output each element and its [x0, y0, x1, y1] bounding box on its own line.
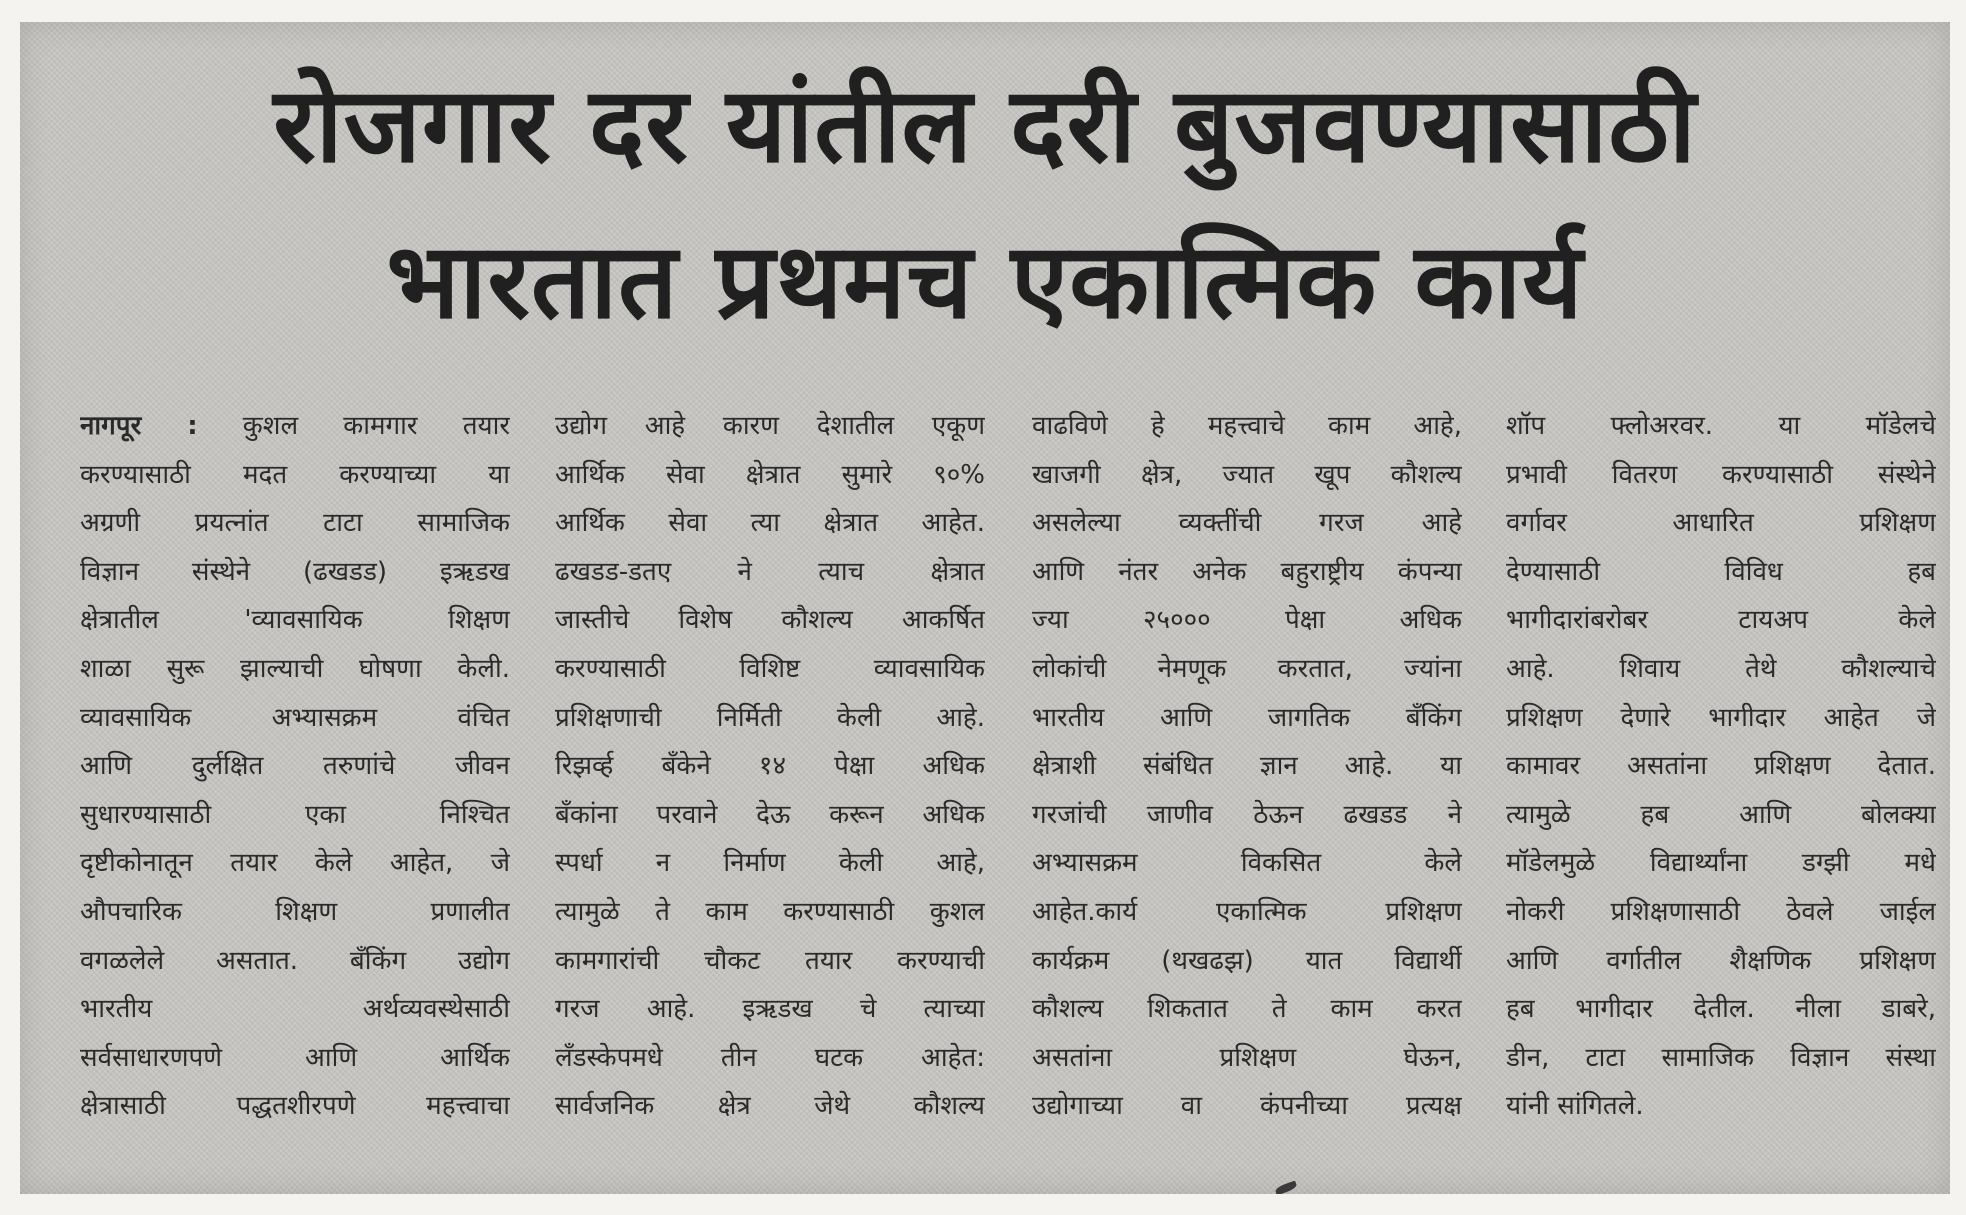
- article-line: क्षेत्रातील 'व्यावसायिक शिक्षण: [80, 605, 510, 636]
- article-line: गरज आहे. इऋडख चे त्याच्या: [555, 994, 985, 1025]
- article-line: त्यामुळे ते काम करण्यासाठी कुशल: [555, 896, 985, 927]
- article-line: करण्यासाठी विशिष्ट व्यावसायिक: [555, 653, 985, 684]
- article-line: कार्यक्रम (थखढझ) यात विद्यार्थी: [1032, 945, 1462, 976]
- headline-line-2: भारतात प्रथमच एकात्मिक कार्य: [386, 220, 1584, 342]
- article-line: भागीदारांबरोबर टायअप केले: [1506, 605, 1936, 636]
- article-line: वर्गावर आधारित प्रशिक्षण: [1506, 508, 1936, 539]
- article-line: वगळलेले असतात. बँकिंग उद्योग: [80, 945, 510, 976]
- article-line: आहेत.कार्य एकात्मिक प्रशिक्षण: [1032, 896, 1462, 927]
- article-line: भारतीय अर्थव्यवस्थेसाठी: [80, 994, 510, 1025]
- article-line: दृष्टीकोनातून तयार केले आहेत, जे: [80, 848, 510, 879]
- article-line: प्रभावी वितरण करण्यासाठी संस्थेने: [1506, 459, 1936, 490]
- article-line: [80, 402, 510, 451]
- article-line: आर्थिक सेवा क्षेत्रात सुमारे ९०%: [555, 459, 985, 490]
- article-line: उद्योगाच्या वा कंपनीच्या प्रत्यक्ष: [1032, 1091, 1462, 1122]
- article-line: स्पर्धा न निर्माण केली आहे,: [555, 848, 985, 879]
- article-line: नोकरी प्रशिक्षणासाठी ठेवले जाईल: [1506, 896, 1936, 927]
- article-line: आणि वर्गातील शैक्षणिक प्रशिक्षण: [1506, 945, 1936, 976]
- article-line: देण्यासाठी विविध हब: [1506, 556, 1936, 587]
- article-line: वाढविणे हे महत्त्वाचे काम आहे,: [1032, 411, 1462, 441]
- article-line: विज्ञान संस्थेने (ढखडड) इऋडख: [80, 556, 510, 587]
- article-line: असलेल्या व्यक्तींची गरज आहे: [1032, 508, 1462, 539]
- article-line: यांनी सांगितले.: [1506, 1091, 1644, 1122]
- article-line: सार्वजनिक क्षेत्र जेथे कौशल्य: [555, 1091, 985, 1122]
- newspaper-clipping: [20, 22, 1950, 1194]
- article-line: डीन, टाटा सामाजिक विज्ञान संस्था: [1506, 1042, 1936, 1073]
- article-line: भारतीय आणि जागतिक बँकिंग: [1032, 702, 1462, 733]
- article-line: अभ्यासक्रम विकसित केले: [1032, 848, 1462, 879]
- article-line: गरजांची जाणीव ठेऊन ढखडड ने: [1032, 799, 1462, 830]
- article-line: आणि दुर्लक्षित तरुणांचे जीवन: [80, 751, 510, 782]
- article-line: बँकांना परवाने देऊ करून अधिक: [555, 799, 985, 830]
- article-line: लोकांची नेमणूक करतात, ज्यांना: [1032, 653, 1462, 684]
- article-line: क्षेत्रासाठी पद्धतशीरपणे महत्त्वाचा: [80, 1091, 510, 1122]
- dateline: नागपूर :: [80, 411, 198, 441]
- article-line: कामगारांची चौकट तयार करण्याची: [555, 945, 985, 976]
- article-line: शाळा सुरू झाल्याची घोषणा केली.: [80, 653, 510, 684]
- article-line: शॉप फ्लोअरवर. या मॉडेलचे: [1506, 411, 1936, 441]
- article-line: आहे. शिवाय तेथे कौशल्याचे: [1506, 653, 1936, 684]
- article-line: सर्वसाधारणपणे आणि आर्थिक: [80, 1042, 510, 1073]
- article-line: प्रशिक्षण देणारे भागीदार आहेत जे: [1506, 702, 1936, 733]
- article-line: असतांना प्रशिक्षण घेऊन,: [1032, 1042, 1462, 1073]
- article-line: खाजगी क्षेत्र, ज्यात खूप कौशल्य: [1032, 459, 1462, 490]
- article-line: कामावर असतांना प्रशिक्षण देतात.: [1506, 751, 1936, 782]
- article-column-3: [1032, 402, 1462, 1172]
- article-line: ज्या २५००० पेक्षा अधिक: [1032, 605, 1462, 636]
- article-line: औपचारिक शिक्षण प्रणालीत: [80, 896, 510, 927]
- article-line: त्यामुळे हब आणि बोलक्या: [1506, 799, 1936, 830]
- article-line: प्रशिक्षणाची निर्मिती केली आहे.: [555, 702, 985, 733]
- article-line: हब भागीदार देतील. नीला डाबरे,: [1506, 994, 1936, 1025]
- article-body: [50, 402, 1936, 1172]
- article-line: उद्योग आहे कारण देशातील एकूण: [555, 411, 985, 441]
- article-line: कौशल्य शिकतात ते काम करत: [1032, 994, 1462, 1025]
- article-line: व्यावसायिक अभ्यासक्रम वंचित: [80, 702, 510, 733]
- article-line: मॉडेलमुळे विद्यार्थ्यांना डग्झी मधे: [1506, 848, 1936, 879]
- article-line: ढखडड-डतए ने त्याच क्षेत्रात: [555, 556, 985, 587]
- article-line: सुधारण्यासाठी एका निश्चित: [80, 799, 510, 830]
- article-line: करण्यासाठी मदत करण्याच्या या: [80, 459, 510, 490]
- headline-line-1: रोजगार दर यांतील दरी बुजवण्यासाठी: [273, 64, 1697, 186]
- article-line: क्षेत्राशी संबंधित ज्ञान आहे. या: [1032, 751, 1462, 782]
- article-line: जास्तीचे विशेष कौशल्य आकर्षित: [555, 605, 985, 636]
- article-column-1: [80, 402, 510, 1172]
- ink-speck: [1274, 1180, 1297, 1194]
- article-column-4: [1506, 402, 1936, 1172]
- article-line: आर्थिक सेवा त्या क्षेत्रात आहेत.: [555, 508, 985, 539]
- article-line: रिझर्व्ह बँकेने १४ पेक्षा अधिक: [555, 751, 985, 782]
- article-line-text: कुशल कामगार तयार: [242, 411, 510, 441]
- article-line: आणि नंतर अनेक बहुराष्ट्रीय कंपन्या: [1032, 556, 1462, 587]
- article-line: लँडस्केपमधे तीन घटक आहेत:: [555, 1042, 985, 1073]
- article-column-2: [555, 402, 985, 1172]
- article-line: अग्रणी प्रयत्नांत टाटा सामाजिक: [80, 508, 510, 539]
